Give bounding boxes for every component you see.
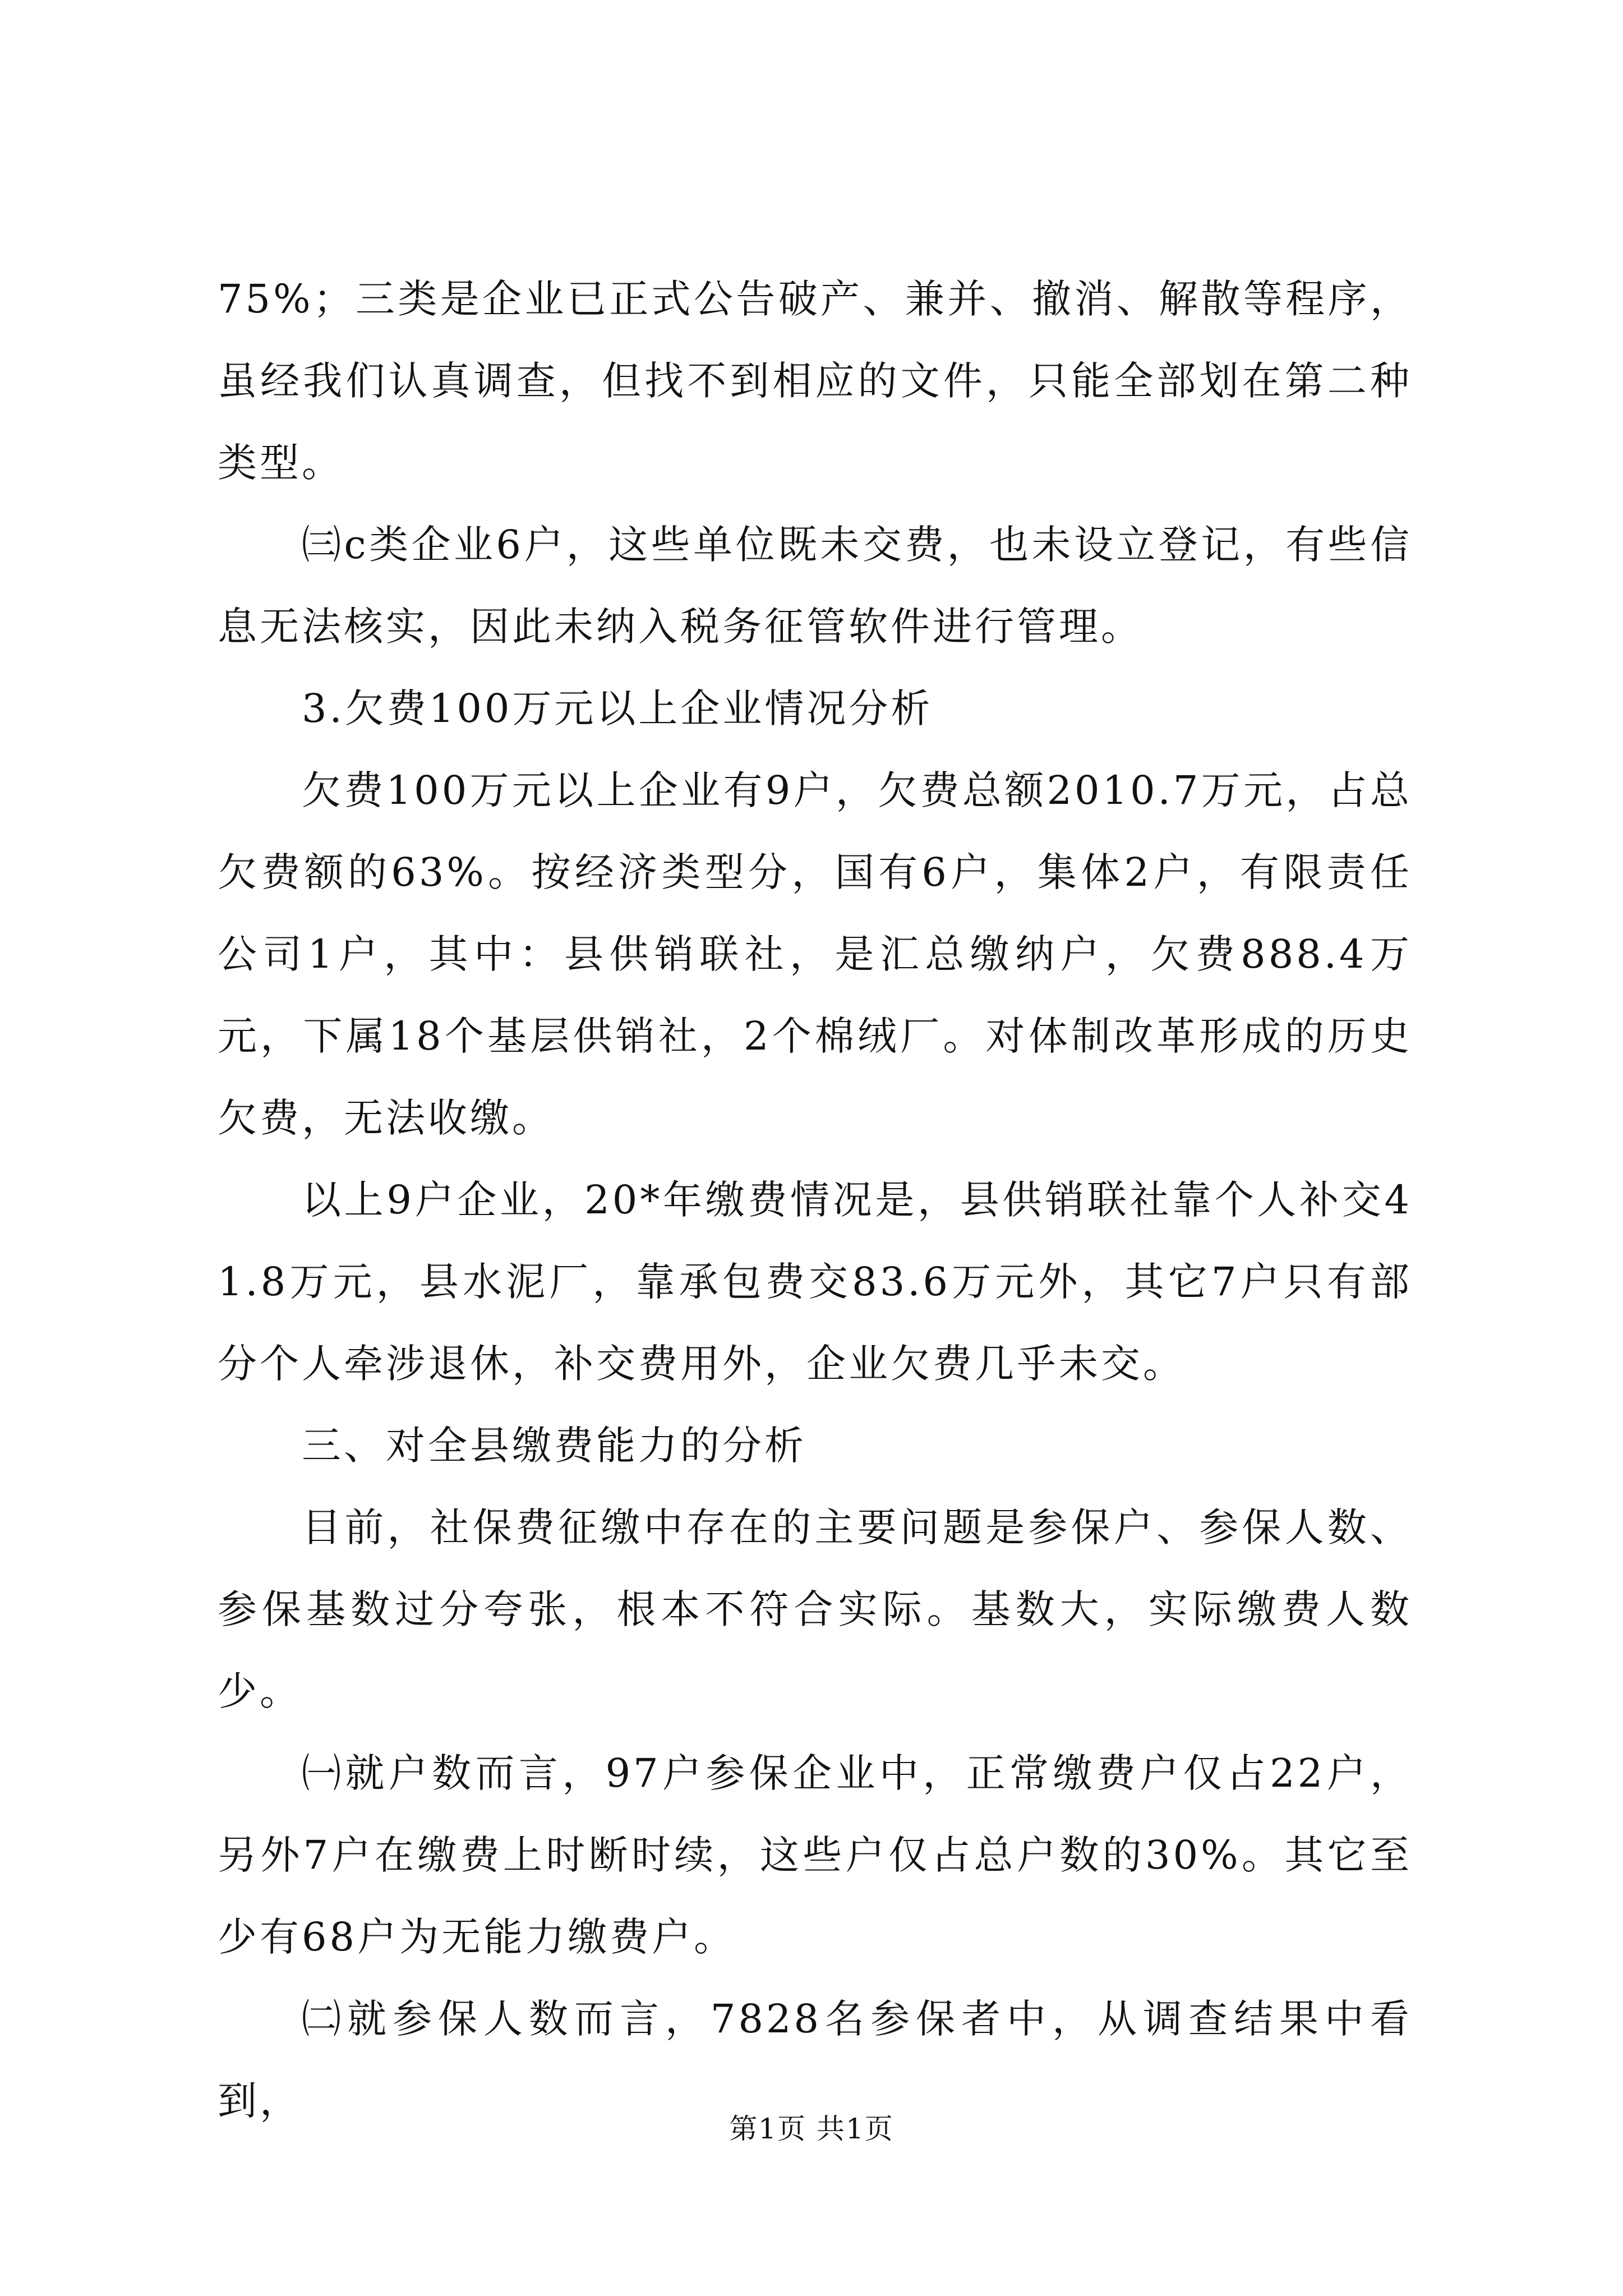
paragraph-5: 以上9户企业，20*年缴费情况是，县供销联社靠个人补交41.8万元，县水泥厂，靠承包费交83.6万元外，其它7户只有部分个人牵涉退休，补交费用外，企业欠费几乎未交。 — [218, 1177, 1412, 1387]
paragraph-4: 欠费100万元以上企业有9户，欠费总额2010.7万元，占总欠费额的63%。按经济类型分，国有6户，集体2户，有限责任公司1户，其中：县供销联社，是汇总缴纳户，欠费888.4万元，下属18个基层供销社，2个棉绒厂。对体制改革形成的历史欠费，无法收缴。 — [218, 767, 1412, 1141]
paragraph-8: ㈠就户数而言，97户参保企业中，正常缴费户仅占22户，另外7户在缴费上时断时续，这些户仅占总户数的30%。其它至少有68户为无能力缴费户。 — [218, 1750, 1412, 1960]
page-number-footer: 第1页 共1页 — [729, 2113, 894, 2145]
document-body — [218, 258, 1412, 2142]
paragraph-1: 75%；三类是企业已正式公告破产、兼并、撤消、解散等程序，虽经我们认真调查，但找不到相应的文件，只能全部划在第二种类型。 — [218, 276, 1412, 486]
section-heading-3: 3.欠费100万元以上企业情况分析 — [302, 685, 933, 731]
paragraph-9: ㈡就参保人数而言，7828名参保者中，从调查结果中看到， — [218, 1996, 1412, 2124]
section-heading-three: 三、对全县缴费能力的分析 — [302, 1423, 806, 1469]
paragraph-2: ㈢c类企业6户，这些单位既未交费，也未设立登记，有些信息无法核实，因此未纳入税务征管软件进行管理。 — [218, 522, 1412, 650]
paragraph-7: 目前，社保费征缴中存在的主要问题是参保户、参保人数、参保基数过分夸张，根本不符合实际。基数大，实际缴费人数少。 — [218, 1504, 1412, 1714]
